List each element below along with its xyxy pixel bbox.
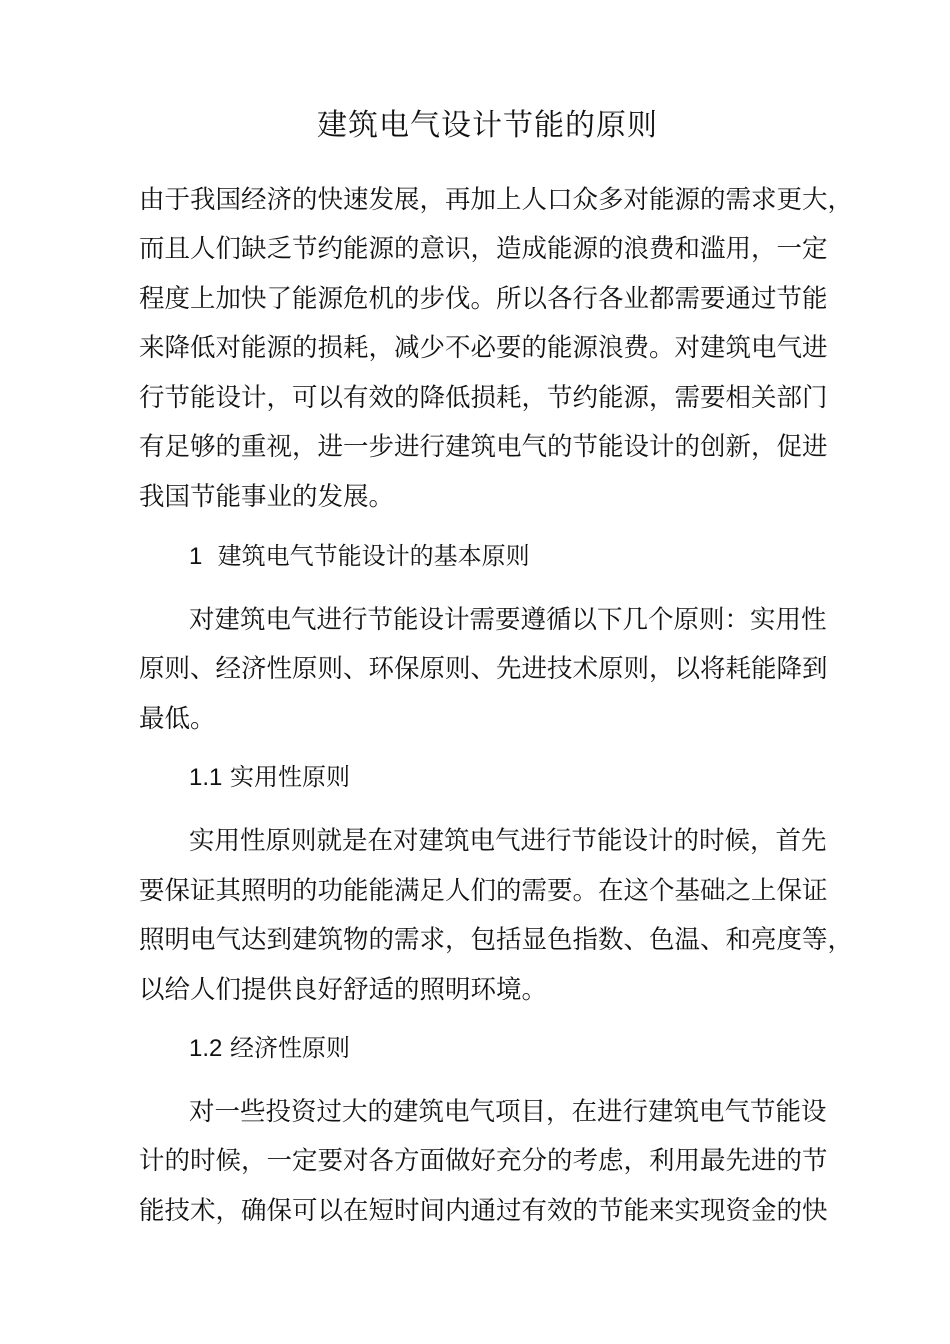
- subsection-heading: [189, 760, 350, 795]
- subsection-number: 1.1: [189, 764, 223, 791]
- paragraph-line: 实用性原则就是在对建筑电气进行节能设计的时候，首先: [189, 826, 827, 856]
- paragraph-line: 行节能设计，可以有效的降低损耗，节约能源，需要相关部门: [139, 383, 828, 413]
- paragraph-line: 照明电气达到建筑物的需求，包括显色指数、色温、和亮度等，: [139, 925, 854, 955]
- section-heading: [189, 539, 530, 574]
- paragraph-line: 我国节能事业的发展。: [139, 482, 395, 512]
- paragraph-line: 以给人们提供良好舒适的照明环境。: [139, 975, 548, 1005]
- paragraph-line: 原则、经济性原则、环保原则、先进技术原则，以将耗能降到: [139, 654, 828, 684]
- paragraph-line: 能技术，确保可以在短时间内通过有效的节能来实现资金的快: [139, 1196, 828, 1226]
- section-heading-text: 建筑电气节能设计的基本原则: [217, 542, 530, 570]
- paragraph-line: 来降低对能源的损耗，减少不必要的能源浪费。对建筑电气进: [139, 333, 828, 363]
- paragraph-line: 而且人们缺乏节约能源的意识，造成能源的浪费和滥用，一定: [139, 234, 828, 264]
- subsection-heading-text: 实用性原则: [230, 763, 351, 791]
- paragraph-line: 对一些投资过大的建筑电气项目，在进行建筑电气节能设: [189, 1097, 827, 1127]
- paragraph-line: 由于我国经济的快速发展，再加上人口众多对能源的需求更大，: [139, 185, 854, 215]
- section-number: 1: [189, 543, 203, 570]
- paragraph-line: 程度上加快了能源危机的步伐。所以各行各业都需要通过节能: [139, 284, 828, 314]
- subsection-number: 1.2: [189, 1035, 223, 1062]
- paragraph-line: 有足够的重视，进一步进行建筑电气的节能设计的创新，促进: [139, 432, 828, 462]
- paragraph-line: 对建筑电气进行节能设计需要遵循以下几个原则：实用性: [189, 605, 827, 635]
- document-title: 建筑电气设计节能的原则: [317, 108, 658, 143]
- paragraph-line: 最低。: [139, 704, 216, 734]
- subsection-heading-text: 经济性原则: [230, 1034, 351, 1062]
- paragraph-line: 要保证其照明的功能能满足人们的需要。在这个基础之上保证: [139, 876, 828, 906]
- paragraph-line: 计的时候，一定要对各方面做好充分的考虑，利用最先进的节: [139, 1146, 828, 1176]
- subsection-heading: [189, 1031, 350, 1066]
